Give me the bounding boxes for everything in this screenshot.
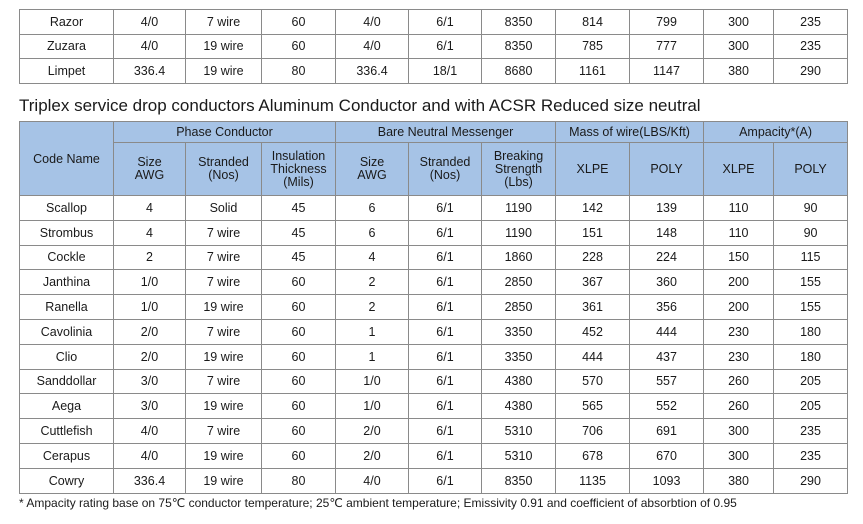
- code-name-cell: Cowry: [20, 468, 114, 493]
- table-cell: 2: [336, 295, 409, 320]
- table-cell: 8680: [482, 59, 556, 84]
- table-cell: 90: [774, 196, 848, 221]
- table-cell: 300: [704, 10, 774, 35]
- table-cell: 60: [262, 394, 336, 419]
- table-cell: 6/1: [409, 245, 482, 270]
- table-cell: 452: [556, 319, 630, 344]
- table-cell: 1/0: [114, 270, 186, 295]
- header-code-name: Code Name: [20, 122, 114, 196]
- table-row: [20, 295, 848, 320]
- table-cell: 4/0: [114, 10, 186, 35]
- subheader-phase-size: Size AWG: [114, 143, 186, 196]
- triplex-conductor-table: [19, 121, 848, 494]
- ampacity-footnote: * Ampacity rating base on 75℃ conductor temperature; 25℃ ambient temperature; Emissivity 0.91 and coefficient of absorbtion of 0.95: [19, 496, 737, 510]
- table-cell: 142: [556, 196, 630, 221]
- table-cell: 6/1: [409, 419, 482, 444]
- table-cell: 180: [774, 319, 848, 344]
- table-cell: 6/1: [409, 10, 482, 35]
- table-cell: 336.4: [114, 468, 186, 493]
- table-cell: 437: [630, 344, 704, 369]
- table-cell: 6/1: [409, 270, 482, 295]
- code-name-cell: Strombus: [20, 220, 114, 245]
- table-cell: 2/0: [336, 419, 409, 444]
- table-cell: 706: [556, 419, 630, 444]
- code-name-cell: Ranella: [20, 295, 114, 320]
- table-cell: 6/1: [409, 468, 482, 493]
- table-cell: 60: [262, 10, 336, 35]
- subheader-breaking-strength: Breaking Strength (Lbs): [482, 143, 556, 196]
- table-cell: 2/0: [336, 443, 409, 468]
- table-cell: 60: [262, 270, 336, 295]
- table-cell: 4/0: [336, 34, 409, 59]
- table-cell: 7 wire: [186, 220, 262, 245]
- code-name-cell: Sanddollar: [20, 369, 114, 394]
- table-row: [20, 369, 848, 394]
- table-cell: 300: [704, 443, 774, 468]
- table-cell: 552: [630, 394, 704, 419]
- table-title: Triplex service drop conductors Aluminum Conductor and with ACSR Reduced size neutral: [19, 96, 701, 115]
- table-cell: 230: [704, 344, 774, 369]
- table-row: [20, 245, 848, 270]
- table-cell: 8350: [482, 468, 556, 493]
- table-cell: 7 wire: [186, 369, 262, 394]
- table-cell: 361: [556, 295, 630, 320]
- table-cell: 356: [630, 295, 704, 320]
- table-cell: 678: [556, 443, 630, 468]
- table-cell: 336.4: [114, 59, 186, 84]
- table-cell: 60: [262, 419, 336, 444]
- table-cell: 2/0: [114, 319, 186, 344]
- table-cell: 1190: [482, 196, 556, 221]
- subheader-ampacity-poly: POLY: [774, 143, 848, 196]
- subheader-phase-stranded: Stranded (Nos): [186, 143, 262, 196]
- table-cell: 1/0: [336, 394, 409, 419]
- table-row: [20, 220, 848, 245]
- table-cell: 380: [704, 59, 774, 84]
- table-cell: 444: [630, 319, 704, 344]
- table-cell: 6/1: [409, 394, 482, 419]
- table-cell: 300: [704, 34, 774, 59]
- table-cell: 1: [336, 344, 409, 369]
- table-cell: 2850: [482, 270, 556, 295]
- table-cell: 110: [704, 196, 774, 221]
- table-cell: 235: [774, 10, 848, 35]
- table-cell: 557: [630, 369, 704, 394]
- table-cell: 290: [774, 468, 848, 493]
- subheader-mass-poly: POLY: [630, 143, 704, 196]
- table-row: [20, 34, 848, 59]
- table-cell: 230: [704, 319, 774, 344]
- table-cell: 6/1: [409, 220, 482, 245]
- table-cell: 4/0: [114, 443, 186, 468]
- table-cell: 7 wire: [186, 245, 262, 270]
- table-cell: 6/1: [409, 369, 482, 394]
- table-cell: 155: [774, 295, 848, 320]
- table-cell: 7 wire: [186, 10, 262, 35]
- table-cell: 1161: [556, 59, 630, 84]
- table-cell: 19 wire: [186, 34, 262, 59]
- table-cell: 691: [630, 419, 704, 444]
- table-row: [20, 319, 848, 344]
- code-name-cell: Aega: [20, 394, 114, 419]
- table-cell: 19 wire: [186, 295, 262, 320]
- table-cell: 4: [114, 196, 186, 221]
- table-cell: 670: [630, 443, 704, 468]
- table-cell: Solid: [186, 196, 262, 221]
- table-row: [20, 344, 848, 369]
- table-cell: 2/0: [114, 344, 186, 369]
- table-row: [20, 270, 848, 295]
- table-cell: 19 wire: [186, 468, 262, 493]
- table-cell: 336.4: [336, 59, 409, 84]
- code-name-cell: Cavolinia: [20, 319, 114, 344]
- subheader-neutral-stranded: Stranded (Nos): [409, 143, 482, 196]
- subheader-insulation-thickness: Insulation Thickness (Mils): [262, 143, 336, 196]
- code-name-cell: Scallop: [20, 196, 114, 221]
- table-cell: 7 wire: [186, 419, 262, 444]
- table-cell: 360: [630, 270, 704, 295]
- table-cell: 2: [336, 270, 409, 295]
- table-cell: 80: [262, 468, 336, 493]
- code-name-cell: Razor: [20, 10, 114, 35]
- table-cell: 6/1: [409, 319, 482, 344]
- table-cell: 60: [262, 369, 336, 394]
- table-cell: 2850: [482, 295, 556, 320]
- header-ampacity: Ampacity*(A): [704, 122, 848, 143]
- table-cell: 80: [262, 59, 336, 84]
- top-data-table: [19, 9, 848, 84]
- subheader-neutral-size: Size AWG: [336, 143, 409, 196]
- table-cell: 6/1: [409, 443, 482, 468]
- table-cell: 6/1: [409, 344, 482, 369]
- table-cell: 8350: [482, 10, 556, 35]
- table-cell: 200: [704, 270, 774, 295]
- table-cell: 19 wire: [186, 344, 262, 369]
- table-cell: 7 wire: [186, 319, 262, 344]
- table-cell: 380: [704, 468, 774, 493]
- table-cell: 5310: [482, 443, 556, 468]
- header-phase-conductor: Phase Conductor: [114, 122, 336, 143]
- table-cell: 5310: [482, 419, 556, 444]
- code-name-cell: Janthina: [20, 270, 114, 295]
- table-cell: 1190: [482, 220, 556, 245]
- table-cell: 235: [774, 443, 848, 468]
- table-row: [20, 443, 848, 468]
- code-name-cell: Cerapus: [20, 443, 114, 468]
- table-cell: 19 wire: [186, 59, 262, 84]
- table-cell: 60: [262, 295, 336, 320]
- table-row: [20, 10, 848, 35]
- table-cell: 90: [774, 220, 848, 245]
- table-cell: 1/0: [336, 369, 409, 394]
- table-row: [20, 59, 848, 84]
- table-cell: 6/1: [409, 295, 482, 320]
- table-cell: 7 wire: [186, 270, 262, 295]
- table-cell: 444: [556, 344, 630, 369]
- table-cell: 205: [774, 394, 848, 419]
- table-cell: 3/0: [114, 369, 186, 394]
- table-cell: 224: [630, 245, 704, 270]
- table-cell: 8350: [482, 34, 556, 59]
- table-cell: 4380: [482, 369, 556, 394]
- table-cell: 367: [556, 270, 630, 295]
- table-cell: 19 wire: [186, 394, 262, 419]
- table-cell: 1/0: [114, 295, 186, 320]
- table-cell: 1: [336, 319, 409, 344]
- table-cell: 260: [704, 394, 774, 419]
- table-cell: 2: [114, 245, 186, 270]
- table-cell: 60: [262, 319, 336, 344]
- table-cell: 799: [630, 10, 704, 35]
- table-cell: 3350: [482, 319, 556, 344]
- table-row: [20, 468, 848, 493]
- table-cell: 18/1: [409, 59, 482, 84]
- table-cell: 60: [262, 344, 336, 369]
- table-row: [20, 394, 848, 419]
- table-cell: 45: [262, 220, 336, 245]
- table-cell: 151: [556, 220, 630, 245]
- table-cell: 785: [556, 34, 630, 59]
- table-cell: 45: [262, 196, 336, 221]
- table-cell: 60: [262, 443, 336, 468]
- table-cell: 1135: [556, 468, 630, 493]
- table-cell: 110: [704, 220, 774, 245]
- table-cell: 290: [774, 59, 848, 84]
- table-cell: 260: [704, 369, 774, 394]
- code-name-cell: Clio: [20, 344, 114, 369]
- table-cell: 6: [336, 196, 409, 221]
- code-name-cell: Zuzara: [20, 34, 114, 59]
- table-cell: 139: [630, 196, 704, 221]
- table-cell: 4/0: [114, 34, 186, 59]
- table-cell: 4/0: [336, 468, 409, 493]
- table-cell: 150: [704, 245, 774, 270]
- table-row: [20, 196, 848, 221]
- table-cell: 6: [336, 220, 409, 245]
- table-cell: 19 wire: [186, 443, 262, 468]
- code-name-cell: Cockle: [20, 245, 114, 270]
- table-cell: 570: [556, 369, 630, 394]
- table-cell: 60: [262, 34, 336, 59]
- subheader-mass-xlpe: XLPE: [556, 143, 630, 196]
- table-cell: 4: [336, 245, 409, 270]
- table-cell: 228: [556, 245, 630, 270]
- table-cell: 4: [114, 220, 186, 245]
- table-cell: 814: [556, 10, 630, 35]
- table-cell: 205: [774, 369, 848, 394]
- table-cell: 180: [774, 344, 848, 369]
- table-cell: 6/1: [409, 34, 482, 59]
- table-cell: 148: [630, 220, 704, 245]
- table-cell: 565: [556, 394, 630, 419]
- table-cell: 155: [774, 270, 848, 295]
- table-cell: 6/1: [409, 196, 482, 221]
- table-cell: 777: [630, 34, 704, 59]
- table-cell: 4/0: [336, 10, 409, 35]
- table-cell: 115: [774, 245, 848, 270]
- table-cell: 4/0: [114, 419, 186, 444]
- table-cell: 45: [262, 245, 336, 270]
- table-cell: 4380: [482, 394, 556, 419]
- table-cell: 235: [774, 34, 848, 59]
- table-cell: 3350: [482, 344, 556, 369]
- table-cell: 300: [704, 419, 774, 444]
- subheader-ampacity-xlpe: XLPE: [704, 143, 774, 196]
- table-row: [20, 419, 848, 444]
- table-cell: 1860: [482, 245, 556, 270]
- header-mass-of-wire: Mass of wire(LBS/Kft): [556, 122, 704, 143]
- table-cell: 3/0: [114, 394, 186, 419]
- table-cell: 200: [704, 295, 774, 320]
- table-cell: 1093: [630, 468, 704, 493]
- header-bare-neutral-messenger: Bare Neutral Messenger: [336, 122, 556, 143]
- code-name-cell: Cuttlefish: [20, 419, 114, 444]
- table-cell: 1147: [630, 59, 704, 84]
- code-name-cell: Limpet: [20, 59, 114, 84]
- table-cell: 235: [774, 419, 848, 444]
